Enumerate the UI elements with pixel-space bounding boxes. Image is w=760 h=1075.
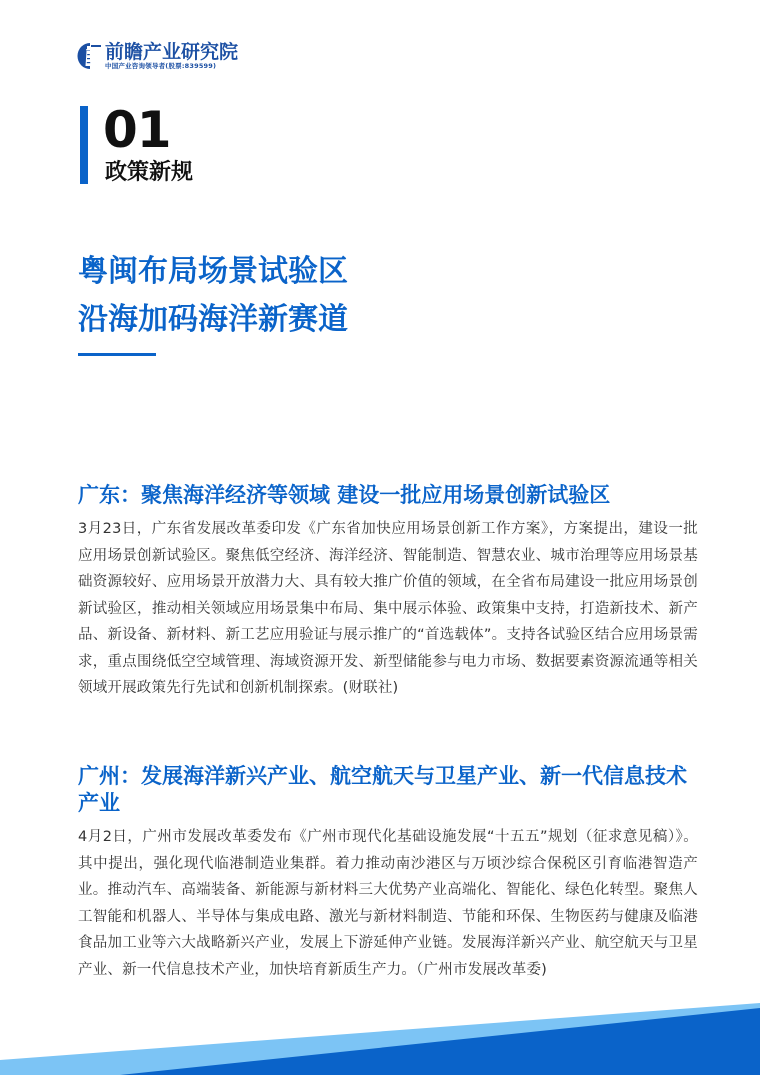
brand-name: 前瞻产业研究院: [105, 41, 239, 63]
headline-line-2: 沿海加码海洋新赛道: [78, 302, 348, 337]
brand-tagline: 中国产业咨询领导者(股票:839599): [105, 62, 217, 70]
footer-decoration: [0, 995, 760, 1075]
article-guangdong: [78, 482, 698, 702]
section-title: 政策新规: [105, 160, 194, 185]
headline-divider: [78, 353, 156, 356]
section-number: 01: [103, 101, 171, 159]
article-body: 4月2日，广州市发展改革委发布《广州市现代化基础设施发展“十五五”规划（征求意见稿）》。其中提出，强化现代临港制造业集群。着力推动南沙港区与万顷沙综合保税区引育临港智造产业。推动汽车、高端装备、新能源与新材料三大优势产业高端化、智能化、绿色化转型。聚焦人工智能和机器人、半导体与集成电路、激光与新材料制造、节能和环保、生物医药与健康及临港食品加工业等六大战略新兴产业，发展上下游延伸产业链。发展海洋新兴产业、航空航天与卫星产业、新一代信息技术产业，加快培育新质生产力。（广州市发展改革委): [78, 829, 698, 978]
article-body: 3月23日，广东省发展改革委印发《广东省加快应用场景创新工作方案》，方案提出，建设一批应用场景创新试验区。聚焦低空经济、海洋经济、智能制造、智慧农业、城市治理等应用场景基础资源较好、应用场景开放潜力大、具有较大推广价值的领域，在全省布局建设一批应用场景创新试验区，推动相关领域应用场景集中布局、集中展示体验、政策集中支持，打造新技术、新产品、新设备、新材料、新工艺应用验证与展示推广的“首选载体”。支持各试验区结合应用场景需求，重点围绕低空空域管理、海域资源开发、新型储能参与电力市场、数据要素资源流通等相关领域开展政策先行先试和创新机制探索。(财联社): [78, 521, 698, 696]
lighthouse-logo-icon: [77, 42, 103, 70]
section-accent-bar: [80, 106, 88, 184]
article-title: 广东：聚焦海洋经济等领域 建设一批应用场景创新试验区: [78, 483, 611, 507]
headline-line-1: 粤闽布局场景试验区: [78, 254, 348, 289]
article-guangzhou: [78, 763, 698, 983]
page-headline: [78, 248, 348, 344]
brand-logo: [77, 41, 238, 71]
article-title: 广州：发展海洋新兴产业、航空航天与卫星产业、新一代信息技术产业: [78, 764, 687, 815]
